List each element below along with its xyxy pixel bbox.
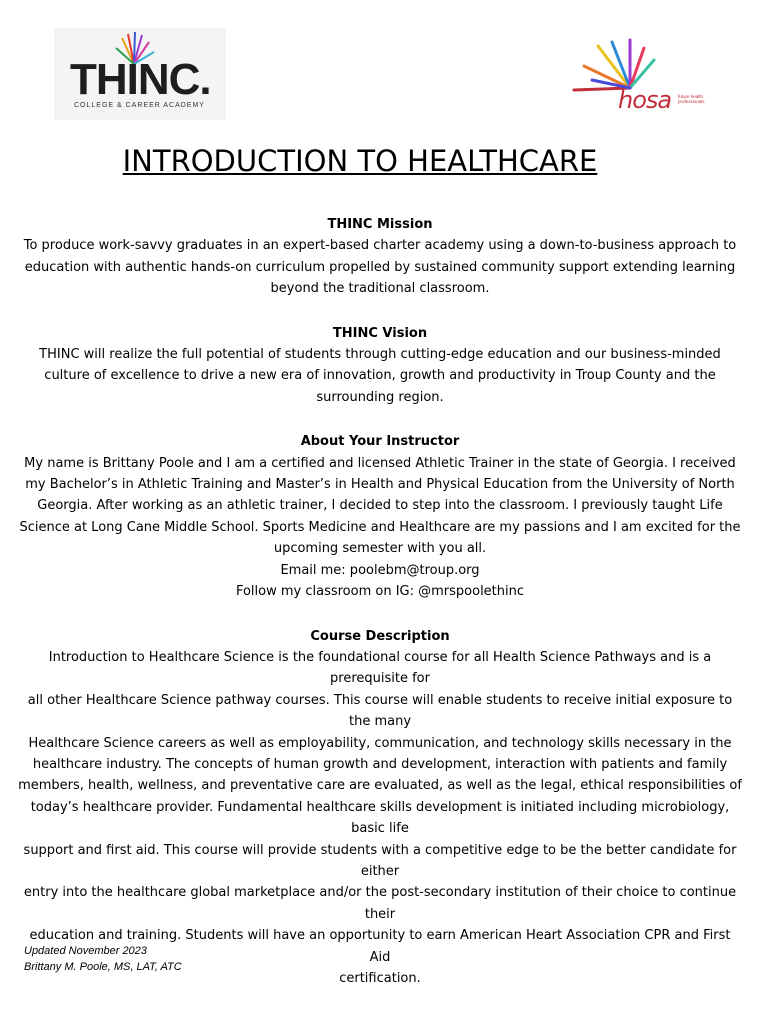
- thinc-logo-subtitle: COLLEGE & CAREER ACADEMY: [74, 102, 205, 109]
- vision-line: surrounding region.: [316, 389, 444, 405]
- course-line: education and training. Students will have an opportunity to earn American Heart Association CPR and First Aid: [29, 928, 731, 965]
- course-heading: Course Description: [310, 628, 450, 644]
- mission-section: [18, 214, 742, 300]
- vision-section: [18, 323, 742, 409]
- thinc-logo-text: THINC.: [70, 55, 211, 104]
- mission-line: beyond the traditional classroom.: [270, 281, 490, 297]
- course-line: healthcare industry. The concepts of human growth and development, interaction with patients and family: [32, 756, 728, 772]
- course-section: [18, 626, 742, 990]
- course-line: all other Healthcare Science pathway courses. This course will enable students to receive initial exposure to the many: [27, 692, 733, 730]
- vision-line: THINC will realize the full potential of students through cutting-edge education and our business-minded: [39, 347, 721, 363]
- course-line: Introduction to Healthcare Science is the foundational course for all Health Science Pathways and is a prerequisite for: [48, 649, 712, 687]
- hosa-logo-tagline: future health professionals: [678, 94, 705, 104]
- footer-author: Brittany M. Poole, MS, LAT, ATC: [24, 961, 182, 973]
- course-line: Healthcare Science careers as well as employability, communication, and technology skills necessary in the: [28, 735, 732, 751]
- footer-updated: Updated November 2023: [24, 945, 147, 957]
- footer: [24, 943, 182, 975]
- hosa-logo: [570, 38, 720, 120]
- instructor-line: upcoming semester with you all.: [273, 541, 487, 557]
- mission-line: education with authentic hands-on curriculum propelled by sustained community support extending learning: [24, 259, 736, 275]
- mission-line: To produce work-savvy graduates in an expert-based charter academy using a down-to-business approach to: [23, 238, 737, 254]
- instructor-heading: About Your Instructor: [300, 434, 460, 450]
- course-line: entry into the healthcare global marketplace and/or the post-secondary institution of their choice to continue their: [23, 885, 737, 922]
- instructor-line: Georgia. After working as an athletic trainer, I decided to step into the classroom. I previously taught Life: [37, 498, 723, 514]
- mission-heading: THINC Mission: [327, 217, 433, 232]
- vision-line: culture of excellence to drive a new era of innovation, growth and productivity in Troup County and the: [44, 368, 716, 384]
- instructor-instagram: Follow my classroom on IG: @mrspoolethinc: [235, 584, 525, 600]
- instructor-email: Email me: poolebm@troup.org: [280, 562, 480, 578]
- instructor-line: My name is Brittany Poole and I am a certified and licensed Athletic Trainer in the state of Georgia. I received: [24, 455, 736, 471]
- vision-heading: THINC Vision: [332, 325, 428, 341]
- course-line: members, health, wellness, and preventative care are evaluated, as well as the legal, ethical responsibilities of: [18, 778, 742, 794]
- page-title: INTRODUCTION TO HEALTHCARE: [122, 144, 598, 178]
- document-body: [18, 214, 742, 1012]
- course-line: certification.: [339, 971, 421, 986]
- thinc-logo: [54, 28, 226, 120]
- instructor-line: Science at Long Cane Middle School. Sports Medicine and Healthcare are my passions and I am excited for the: [19, 519, 741, 535]
- course-line: support and first aid. This course will provide students with a competitive edge to be the better candidate for either: [23, 842, 737, 879]
- instructor-line: my Bachelor’s in Athletic Training and Master’s in Health and Physical Education from the University of North: [25, 477, 735, 493]
- course-line: today’s healthcare provider. Fundamental healthcare skills development is initiated including microbiology, basic life: [30, 799, 730, 837]
- hosa-logo-text: hosa: [618, 86, 672, 114]
- instructor-section: [18, 431, 742, 602]
